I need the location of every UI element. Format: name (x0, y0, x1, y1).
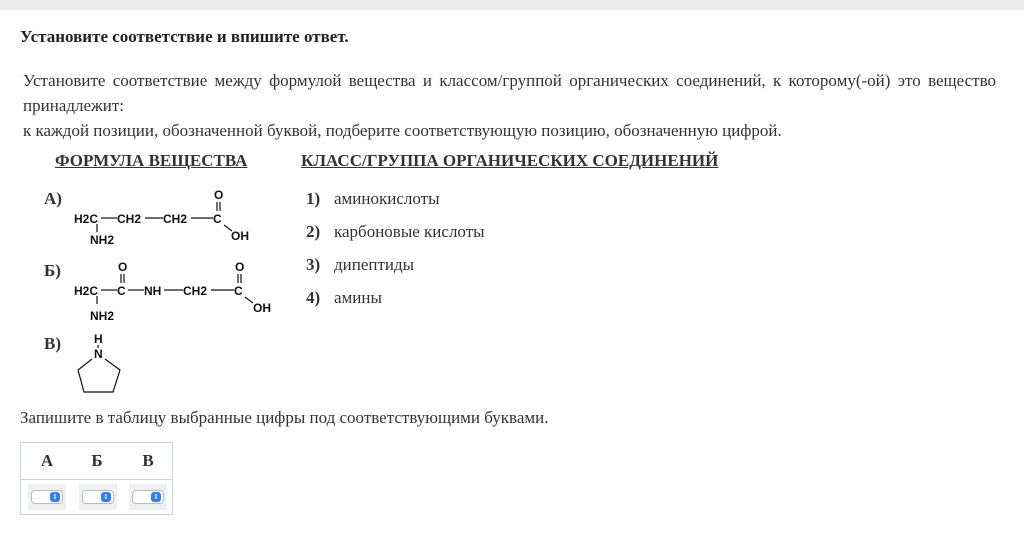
formula-letter-b: Б) (44, 261, 61, 280)
answer-cell-v (129, 484, 167, 510)
task-instruction: к каждой позиции, обозначенной буквой, подберите соответствующую позицию, обозначенную цифрой. (23, 121, 782, 140)
formula-a-c: C (213, 212, 222, 226)
formula-a-nh2: NH2 (90, 233, 115, 247)
formula-b-o2: O (235, 260, 245, 274)
formula-a-structure (70, 186, 270, 252)
answer-table (20, 442, 173, 515)
option-4 (306, 288, 382, 308)
formula-b-h2c: H2C (74, 284, 99, 298)
option-2-number: 2) (306, 222, 321, 241)
formula-a-ch2-2: CH2 (163, 212, 188, 226)
formula-a-o: O (214, 188, 224, 202)
answer-table-divider (21, 479, 172, 480)
formula-a-ch2-1: CH2 (117, 212, 142, 226)
option-3-number: 3) (306, 255, 321, 274)
top-bar (0, 0, 1024, 10)
formula-b-structure (70, 258, 280, 324)
formula-b-c2: C (234, 284, 243, 298)
select-arrows-icon: ⇕ (101, 492, 111, 502)
formula-v-h: H (94, 332, 103, 346)
formula-a-h2c: H2C (74, 212, 99, 226)
answer-instruction: Запишите в таблицу выбранные цифры под соответствующими буквами. (20, 408, 549, 427)
answer-header-b: Б (91, 451, 103, 470)
select-arrows-icon: ⇕ (50, 492, 60, 502)
option-1-text: аминокислоты (334, 189, 440, 208)
answer-select-a[interactable] (31, 490, 63, 504)
formula-b-c1: C (117, 284, 126, 298)
class-column-header: КЛАСС/ГРУППА ОРГАНИЧЕСКИХ СОЕДИНЕНИЙ (301, 151, 719, 170)
formula-column-header: ФОРМУЛА ВЕЩЕСТВА (55, 151, 248, 170)
option-3-text: дипептиды (334, 255, 415, 274)
answer-header-v: В (142, 451, 154, 470)
option-1-number: 1) (306, 189, 321, 208)
task-title: Установите соответствие и впишите ответ. (20, 27, 349, 46)
formula-a-oh: OH (231, 229, 249, 243)
option-4-text: амины (334, 288, 382, 307)
answer-select-v[interactable] (132, 490, 164, 504)
option-2-text: карбоновые кислоты (334, 222, 485, 241)
answer-cell-b (79, 484, 117, 510)
answer-cell-a (28, 484, 66, 510)
option-2 (306, 222, 485, 242)
formula-v-structure (70, 330, 140, 400)
answer-header-a: А (40, 451, 54, 470)
formula-b-nh: NH (144, 284, 162, 298)
formula-letter-v: В) (44, 334, 61, 353)
answer-select-b[interactable] (82, 490, 114, 504)
task-description: Установите соответствие между формулой вещества и классом/группой органических соединений, к которому(-ой) это вещество принадлежит: (23, 71, 996, 115)
formula-v-n: N (94, 347, 103, 361)
formula-b-oh: OH (253, 301, 271, 315)
formula-b-ch2: CH2 (183, 284, 208, 298)
select-arrows-icon: ⇕ (151, 492, 161, 502)
option-3 (306, 255, 414, 275)
formula-letter-a: А) (44, 189, 62, 208)
formula-b-nh2: NH2 (90, 309, 115, 323)
option-4-number: 4) (306, 288, 321, 307)
formula-b-o1: O (118, 260, 128, 274)
option-1 (306, 189, 440, 209)
